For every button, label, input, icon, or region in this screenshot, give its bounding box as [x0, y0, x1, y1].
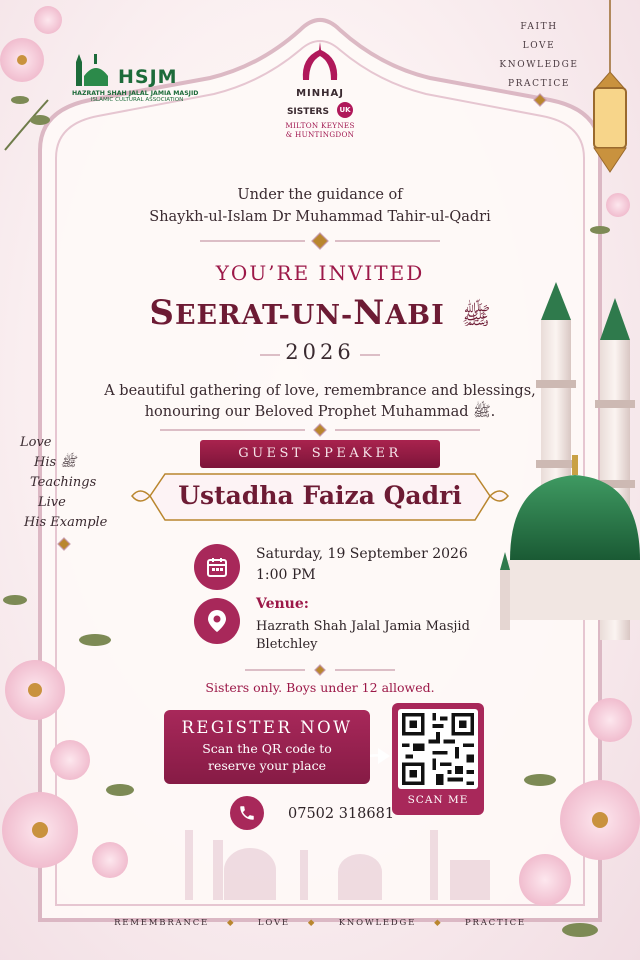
- register-button[interactable]: [164, 710, 370, 784]
- description-line-2: honouring our Beloved Prophet Muhammad ﷺ.: [144, 404, 496, 420]
- value-item: LOVE: [522, 41, 556, 51]
- event-description: [60, 381, 580, 423]
- minhaj-sisters: SISTERS: [286, 107, 329, 117]
- lantern: [594, 0, 626, 172]
- speaker-name: Ustadha Faiza Qadri: [178, 481, 462, 510]
- venue-line-2: Bletchley: [256, 637, 318, 652]
- side-motto: [20, 433, 112, 533]
- scan-me-label: SCAN ME: [407, 794, 469, 806]
- title-part-1: EERAT-UN-: [174, 300, 354, 331]
- register-title: REGISTER NOW: [181, 718, 353, 737]
- event-title: [80, 293, 560, 336]
- value-item: KNOWLEDGE: [499, 60, 579, 70]
- phone-icon[interactable]: [230, 796, 264, 830]
- event-year: 2026: [285, 340, 355, 364]
- title-n: N: [353, 293, 386, 333]
- hsjm-full-name: HAZRATH SHAH JALAL JAMIA MASJID: [72, 90, 199, 97]
- register-line-2: reserve your place: [207, 758, 327, 773]
- footer-item: KNOWLEDGE: [338, 918, 417, 928]
- phone-number[interactable]: 07502 318681: [288, 806, 395, 822]
- guidance-text: [80, 184, 560, 228]
- qr-code-card[interactable]: [392, 703, 484, 815]
- motto-line: Live: [38, 495, 66, 510]
- minhaj-name: MINHAJ: [296, 88, 344, 99]
- qr-code[interactable]: [398, 709, 478, 789]
- minhaj-logo: [268, 40, 372, 139]
- event-datetime: [256, 544, 468, 586]
- values-list: [494, 18, 584, 94]
- value-item: PRACTICE: [507, 79, 571, 89]
- description-line-1: A beautiful gathering of love, remembrance and blessings,: [104, 383, 536, 399]
- guest-speaker-label: GUEST SPEAKER: [200, 440, 440, 468]
- hsjm-logo: [72, 48, 199, 103]
- motto-line: His Example: [24, 515, 108, 530]
- title-s: S: [149, 293, 175, 333]
- title-part-2: ABI: [385, 300, 445, 331]
- register-line-1: Scan the QR code to: [202, 741, 332, 756]
- venue-line-1: Hazrath Shah Jalal Jamia Masjid: [256, 619, 470, 634]
- motto-line: Love: [20, 435, 52, 450]
- value-item: FAITH: [520, 22, 558, 32]
- venue-address: [256, 618, 470, 654]
- mosque-logo-icon: [72, 48, 114, 88]
- hsjm-abbr: HSJM: [118, 66, 178, 88]
- event-date: Saturday, 19 September 2026: [256, 546, 468, 562]
- calendar-icon: [194, 544, 240, 590]
- footer-item: LOVE: [257, 918, 290, 928]
- guidance-line-1: Under the guidance of: [237, 187, 403, 203]
- qr-code-icon: [398, 709, 478, 789]
- minhaj-location-1: MILTON KEYNES: [285, 121, 355, 130]
- invited-heading: YOU’RE INVITED: [215, 261, 425, 285]
- honorific: ﷺ: [461, 302, 491, 330]
- motto-line: His ﷺ: [34, 455, 77, 470]
- footer-item: PRACTICE: [465, 918, 526, 928]
- footer-values: REMEMBRANCE ◆ LOVE ◆ KNOWLEDGE ◆ PRACTICE: [114, 918, 526, 928]
- uk-badge: UK: [337, 102, 353, 118]
- minhaj-location-2: & HUNTINGDON: [285, 130, 355, 139]
- dome-logo-icon: [297, 40, 343, 82]
- footer-item: REMEMBRANCE: [114, 918, 210, 928]
- attendance-note: Sisters only. Boys under 12 allowed.: [205, 680, 435, 695]
- guidance-line-2: Shaykh-ul-Islam Dr Muhammad Tahir-ul-Qadri: [149, 209, 491, 225]
- hsjm-subtitle: ISLAMIC CULTURAL ASSOCIATION: [90, 97, 184, 103]
- location-pin-icon: [194, 598, 240, 644]
- venue-label: Venue:: [256, 596, 309, 612]
- event-time: 1:00 PM: [256, 567, 316, 583]
- motto-line: Teachings: [30, 475, 97, 490]
